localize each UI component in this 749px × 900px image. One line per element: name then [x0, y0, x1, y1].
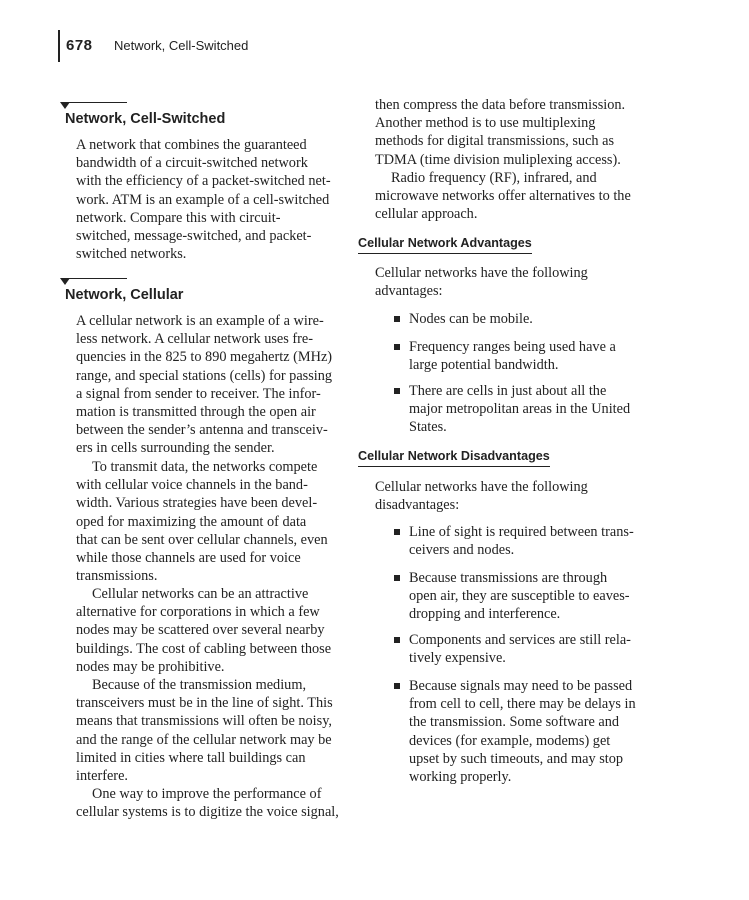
- text-line: major metropolitan areas in the United: [409, 401, 631, 418]
- cellular-paragraph-5: [76, 785, 366, 821]
- cellular-paragraph-6: [375, 169, 675, 224]
- text-line: There are cells in just about all the: [409, 383, 607, 399]
- text-line: bandwidth of a circuit-switched network: [76, 155, 308, 172]
- text-line: Because transmissions are through: [409, 570, 608, 586]
- entry-body-cell-switched: [76, 136, 366, 263]
- text-line: A cellular network is an example of a wire-: [76, 313, 324, 329]
- page-number: 678: [66, 37, 93, 54]
- text-line: Because signals may need to be passed: [409, 678, 633, 694]
- text-line: A network that combines the guaranteed: [76, 137, 307, 153]
- text-line: alternative for corporations in which a few: [76, 604, 320, 621]
- text-line: and the range of the cellular network may be: [76, 731, 332, 748]
- text-line: Radio frequency (RF), infrared, and: [391, 170, 597, 186]
- bullet-icon: [394, 683, 400, 689]
- advantage-item: [409, 338, 659, 374]
- text-line: that can be sent over cellular channels, even: [76, 531, 328, 548]
- text-line: tively expensive.: [409, 650, 506, 667]
- text-line: Cellular networks have the following: [375, 265, 588, 281]
- bullet-icon: [394, 529, 400, 535]
- text-line: nodes may be prohibitive.: [76, 658, 225, 675]
- header-rule-vertical: [58, 30, 60, 62]
- bullet-icon: [394, 575, 400, 581]
- text-line: mation is transmitted through the open air: [76, 404, 316, 421]
- text-line: working properly.: [409, 769, 512, 786]
- text-line: methods for digital transmissions, such as: [375, 133, 615, 150]
- text-line: with the efficiency of a packet-switched net-: [76, 173, 331, 190]
- text-line: interfere.: [76, 768, 128, 785]
- text-line: open air, they are susceptible to eaves-: [409, 588, 630, 605]
- text-line: transmissions.: [76, 568, 158, 585]
- text-line: means that transmissions will often be noisy,: [76, 713, 332, 730]
- text-line: range, and special stations (cells) for passing: [76, 367, 333, 384]
- text-line: devices (for example, modems) get: [409, 732, 611, 749]
- cellular-paragraph-5-continued: [375, 96, 675, 169]
- text-line: work. ATM is an example of a cell-switched: [76, 191, 330, 208]
- cellular-paragraph-1: [76, 312, 366, 458]
- text-line: switched networks.: [76, 246, 187, 263]
- text-line: advantages:: [375, 283, 443, 300]
- bullet-icon: [394, 344, 400, 350]
- text-line: less network. A cellular network uses fre-: [76, 331, 314, 348]
- text-line: To transmit data, the networks compete: [92, 459, 318, 475]
- text-line: from cell to cell, there may be delays in: [409, 696, 636, 713]
- text-line: while those channels are used for voice: [76, 550, 301, 567]
- text-line: buildings. The cost of cabling between those: [76, 640, 332, 657]
- cellular-paragraph-3: [76, 585, 366, 676]
- text-line: dropping and interference.: [409, 606, 561, 623]
- disadvantage-item: [409, 523, 659, 559]
- text-line: Components and services are still rela-: [409, 632, 631, 648]
- entry-title-cell-switched: Network, Cell-Switched: [65, 111, 226, 127]
- text-line: ers in cells surrounding the sender.: [76, 440, 275, 457]
- text-line: between the sender’s antenna and transceiv-: [76, 422, 328, 439]
- text-line: Nodes can be mobile.: [409, 311, 533, 327]
- text-line: microwave networks offer alternatives to the: [375, 188, 631, 205]
- bullet-icon: [394, 388, 400, 394]
- text-line: quencies in the 825 to 890 megahertz (MHz): [76, 349, 333, 366]
- text-line: disadvantages:: [375, 497, 460, 514]
- running-title: Network, Cell-Switched: [114, 38, 249, 53]
- text-line: then compress the data before transmission.: [375, 97, 626, 113]
- text-line: the transmission. Some software and: [409, 714, 620, 731]
- text-line: transceivers must be in the line of sight. This: [76, 695, 333, 712]
- text-line: large potential bandwidth.: [409, 357, 559, 374]
- text-line: a signal from sender to receiver. The infor-: [76, 385, 321, 402]
- cellular-paragraph-4: [76, 676, 366, 785]
- subheading-advantages: Cellular Network Advantages: [358, 236, 532, 254]
- advantage-item: [409, 382, 659, 437]
- text-line: cellular systems is to digitize the voice signal,: [76, 804, 339, 821]
- text-line: limited in cities where tall buildings can: [76, 749, 306, 766]
- text-line: Another method is to use multiplexing: [375, 115, 596, 132]
- text-line: nodes may be scattered over several nearby: [76, 622, 325, 639]
- text-line: oped for maximizing the amount of data: [76, 513, 307, 530]
- text-line: upset by such timeouts, and may stop: [409, 750, 624, 767]
- text-line: width. Various strategies have been devel-: [76, 495, 318, 512]
- text-line: ceivers and nodes.: [409, 542, 515, 559]
- text-line: One way to improve the performance of: [92, 786, 322, 802]
- advantages-intro: [375, 264, 675, 300]
- text-line: Because of the transmission medium,: [92, 677, 307, 693]
- text-line: with cellular voice channels in the band-: [76, 477, 308, 494]
- bullet-icon: [394, 637, 400, 643]
- disadvantage-item: [409, 569, 659, 624]
- cellular-paragraph-2: [76, 458, 366, 585]
- disadvantage-item: [409, 631, 659, 667]
- text-line: Cellular networks have the following: [375, 479, 588, 495]
- text-line: States.: [409, 419, 447, 436]
- text-line: switched, message-switched, and packet-: [76, 228, 312, 245]
- disadvantage-item: [409, 677, 659, 786]
- text-line: cellular approach.: [375, 206, 478, 223]
- text-line: network. Compare this with circuit-: [76, 209, 281, 226]
- text-line: TDMA (time division muliplexing access).: [375, 151, 621, 168]
- advantage-item: [409, 310, 659, 328]
- subheading-disadvantages: Cellular Network Disadvantages: [358, 449, 550, 467]
- text-line: Line of sight is required between trans-: [409, 524, 634, 540]
- bullet-icon: [394, 316, 400, 322]
- entry-title-cellular: Network, Cellular: [65, 287, 184, 303]
- text-line: Cellular networks can be an attractive: [92, 586, 309, 602]
- text-line: Frequency ranges being used have a: [409, 339, 616, 355]
- disadvantages-intro: [375, 478, 675, 514]
